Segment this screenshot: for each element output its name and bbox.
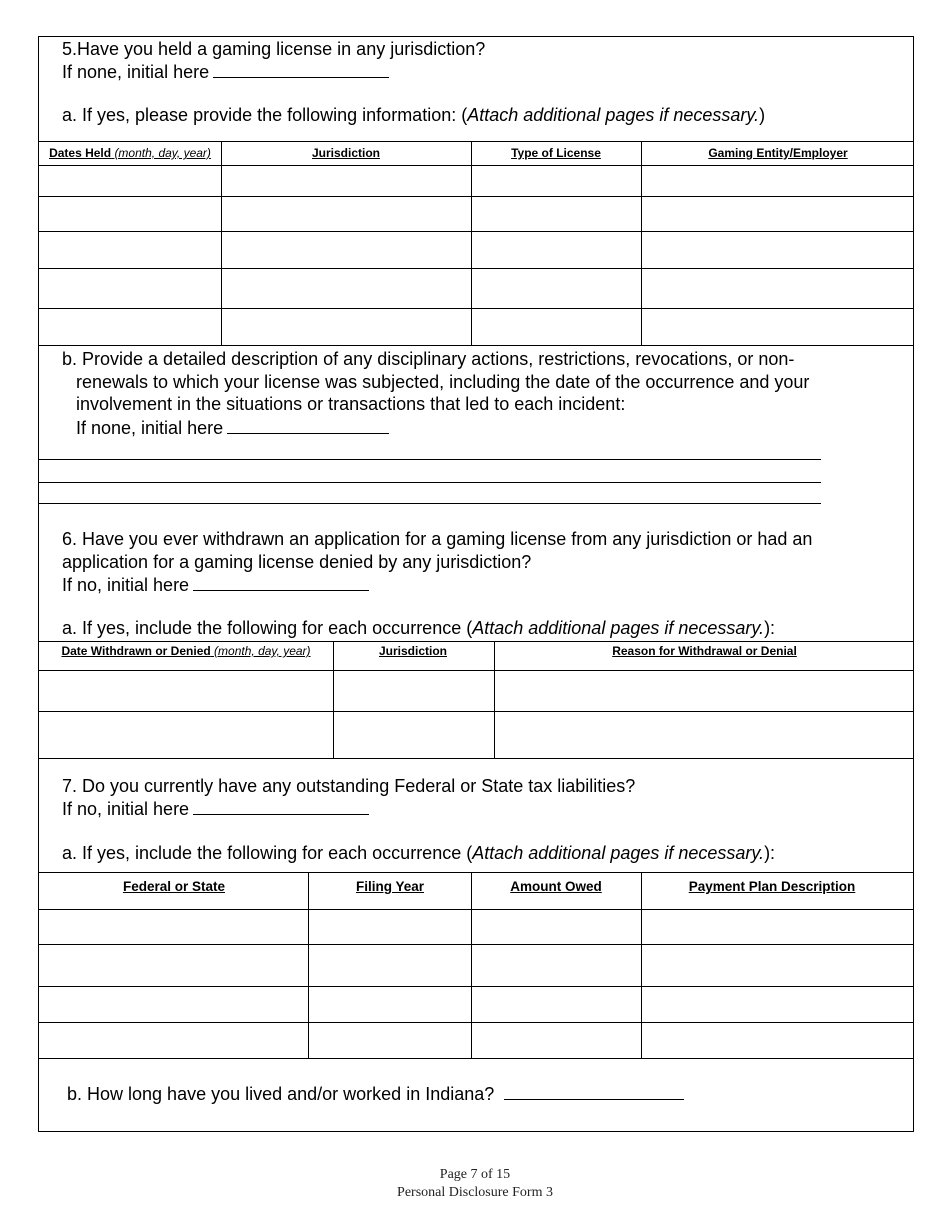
q5-b-initial-row: [76, 416, 389, 439]
q5-b-line1: b. Provide a detailed description of any disciplinary actions, restrictions, revocations, or non-: [62, 349, 795, 369]
q5-b-write-line[interactable]: [38, 459, 821, 460]
t1-header-entity: Gaming Entity/Employer: [708, 146, 848, 160]
q6-initial-label: If no, initial here: [62, 575, 190, 595]
t2-col-divider: [333, 641, 334, 758]
t1-header-type: Type of License: [511, 146, 601, 160]
q6-a-instruction: [62, 617, 775, 639]
t3-header-federal: Federal or State: [122, 879, 226, 894]
t3-header-divider: [38, 909, 914, 910]
q7-question: 7. Do you currently have any outstanding Federal or State tax liabilities?: [62, 776, 636, 796]
q5-b-line3: involvement in the situations or transactions that led to each incident:: [76, 394, 626, 414]
t1-header-dates: [40, 146, 220, 160]
q6-a-text: a. If yes, include the following for each occurrence (: [62, 618, 473, 638]
t2-header-date-label: Date Withdrawn or Denied: [61, 644, 211, 658]
t1-header-divider: [38, 165, 914, 166]
q7-initial-field[interactable]: [193, 797, 369, 815]
q5-b-write-line[interactable]: [38, 482, 821, 483]
q5-b-initial-field[interactable]: [227, 416, 389, 434]
t1-col-divider: [221, 141, 222, 345]
q5-a-text: a. If yes, please provide the following information: (: [62, 105, 468, 125]
t2-header-date: [40, 644, 332, 658]
footer-form-name: Personal Disclosure Form 3: [397, 1185, 553, 1200]
q6-a-italic: Attach additional pages if necessary.: [472, 618, 765, 638]
t1-header-dates-label: Dates Held: [49, 146, 112, 160]
footer-page-number: Page 7 of 15: [439, 1167, 511, 1182]
q6-a-close: ):: [764, 618, 776, 638]
t2-header-reason: Reason for Withdrawal or Denial: [612, 644, 797, 658]
q5-a-instruction: [62, 104, 765, 126]
table-row-divider: [38, 711, 914, 712]
t2-top-border: [38, 641, 914, 642]
q6-line1: 6. Have you ever withdrawn an application for a gaming license from any jurisdiction or had an: [62, 529, 813, 549]
t3-col-divider: [471, 872, 472, 1058]
table-row-divider: [38, 986, 914, 987]
q5-b-initial-label: If none, initial here: [76, 418, 224, 438]
t2-bottom-border: [38, 758, 914, 759]
q7-b-answer-field[interactable]: [504, 1082, 684, 1100]
t3-header-amount: Amount Owed: [510, 879, 602, 894]
t1-col-divider: [641, 141, 642, 345]
table-row-divider: [38, 1022, 914, 1023]
table-row-divider: [38, 268, 914, 269]
q7-b-row: [67, 1082, 684, 1105]
table-row-divider: [38, 231, 914, 232]
q7-a-text: a. If yes, include the following for each occurrence (: [62, 843, 473, 863]
table-row-divider: [38, 944, 914, 945]
q5-question: 5.Have you held a gaming license in any jurisdiction?: [62, 39, 486, 59]
t3-bottom-border: [38, 1058, 914, 1059]
q7-b-text: b. How long have you lived and/or worked in Indiana?: [67, 1084, 495, 1104]
q5-b-write-line[interactable]: [38, 503, 821, 504]
q6-line2: application for a gaming license denied by any jurisdiction?: [62, 552, 532, 572]
t1-bottom-border: [38, 345, 914, 346]
q5-initial-label: If none, initial here: [62, 62, 210, 82]
t3-top-border: [38, 872, 914, 873]
q5-b-line2: renewals to which your license was subjected, including the date of the occurrence and your: [76, 372, 810, 392]
t1-col-divider: [471, 141, 472, 345]
q5-a-close: ): [759, 105, 766, 125]
t3-header-filing-year: Filing Year: [355, 879, 425, 894]
t2-header-divider: [38, 670, 914, 671]
t2-header-date-note: (month, day, year): [214, 644, 311, 658]
table-row-divider: [38, 308, 914, 309]
t3-header-payment: Payment Plan Description: [688, 879, 856, 894]
q5-a-italic: Attach additional pages if necessary.: [467, 105, 760, 125]
q6-initial-row: [62, 573, 369, 596]
q5-initial-row: [62, 60, 389, 83]
q7-a-instruction: [62, 842, 775, 864]
q7-initial-row: [62, 797, 369, 820]
t2-col-divider: [494, 641, 495, 758]
q7-a-close: ):: [764, 843, 776, 863]
t1-top-border: [38, 141, 914, 142]
q7-a-italic: Attach additional pages if necessary.: [472, 843, 765, 863]
t1-header-jurisdiction: Jurisdiction: [311, 146, 380, 160]
q7-initial-label: If no, initial here: [62, 799, 190, 819]
q5-initial-field[interactable]: [213, 60, 389, 78]
t1-header-dates-note: (month, day, year): [114, 146, 211, 160]
t3-col-divider: [641, 872, 642, 1058]
table-row-divider: [38, 196, 914, 197]
t3-col-divider: [308, 872, 309, 1058]
t2-header-jurisdiction: Jurisdiction: [378, 644, 447, 658]
q6-initial-field[interactable]: [193, 573, 369, 591]
